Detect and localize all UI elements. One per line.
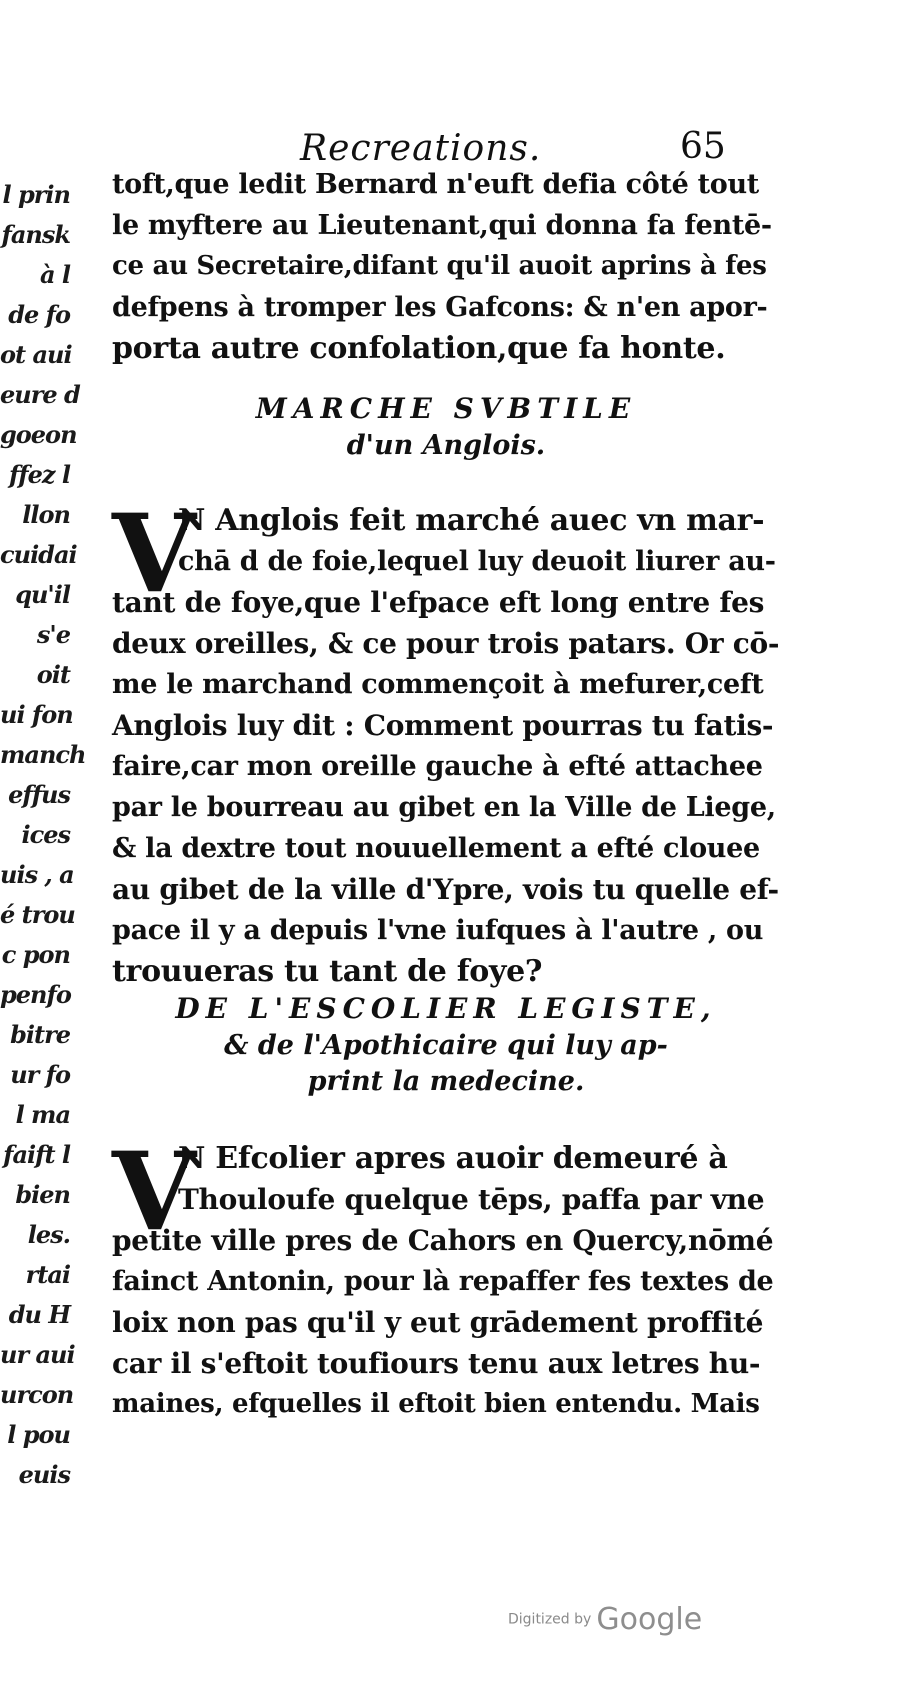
text-line: faire,car mon oreille gauche à efté attachee (112, 751, 763, 782)
margin-fragment: manch (0, 740, 86, 769)
margin-fragment: uis , a (0, 860, 74, 889)
facing-page-margin (0, 180, 86, 1520)
text-line: deux oreilles, & ce pour trois patars. Or cō- (112, 627, 780, 660)
margin-fragment: oit (36, 660, 70, 689)
margin-fragment: c pon (1, 940, 70, 969)
text-line: car il s'eftoit toufiours tenu aux letres hu- (112, 1347, 761, 1380)
margin-fragment: de fo (8, 300, 70, 329)
text-line: Thouloufe quelque tēps, paffa par vne (178, 1183, 765, 1216)
margin-fragment: du H (8, 1300, 70, 1329)
margin-fragment: à l (39, 260, 70, 289)
google-watermark (508, 1602, 702, 1637)
margin-fragment: ot aui (0, 340, 72, 369)
margin-fragment: effus (8, 780, 70, 809)
text-line: & la dextre tout nouuellement a efté clouee (112, 833, 760, 864)
text-line: N Efcolier apres auoir demeuré à (178, 1141, 728, 1176)
drop-cap-v: V (112, 491, 196, 617)
margin-fragment: bitre (10, 1020, 70, 1049)
margin-fragment: qu'il (15, 580, 70, 609)
text-line: N Anglois feit marché auec vn mar- (178, 503, 765, 538)
margin-fragment: goeon (0, 420, 77, 449)
margin-fragment: bien (15, 1180, 70, 1209)
section-subheading-anglois: d'un Anglois. (346, 430, 546, 461)
margin-fragment: eure d (0, 380, 80, 409)
margin-fragment: s'e (36, 620, 70, 649)
margin-fragment: l pou (7, 1420, 70, 1449)
margin-fragment: fansk (1, 220, 70, 249)
digitized-by-label: Digitized by (508, 1611, 592, 1628)
margin-fragment: ur aui (0, 1340, 75, 1369)
margin-fragment: urcon (0, 1380, 74, 1409)
text-line: chā d de foie,lequel luy deuoit liurer au- (178, 546, 776, 577)
margin-fragment: penfo (0, 980, 71, 1009)
page-number: 65 (680, 126, 726, 167)
text-line: tant de foye,que l'efpace eft long entre fes (112, 586, 765, 619)
text-line: toft,que ledit Bernard n'euft defia côté tout (112, 169, 759, 200)
drop-cap-v-2: V (112, 1129, 196, 1255)
margin-fragment: ffez l (8, 460, 70, 489)
margin-fragment: é trou (0, 900, 75, 929)
text-line: pace il y a depuis l'vne iufques à l'autre , ou (112, 915, 764, 946)
margin-fragment: rtai (25, 1260, 70, 1289)
text-line: loix non pas qu'il y eut grādement proffité (112, 1306, 764, 1339)
margin-fragment: llon (22, 500, 70, 529)
paragraph-continuation (112, 164, 780, 369)
text-line: ce au Secretaire,difant qu'il auoit aprins à fes (112, 251, 767, 281)
text-line: petite ville pres de Cahors en Quercy,nōmé (112, 1224, 774, 1257)
margin-fragment: cuidai (0, 540, 77, 569)
text-line: porta autre confolation,que fa honte. (112, 331, 726, 366)
margin-fragment: faift l (3, 1140, 70, 1169)
text-line: fainct Antonin, pour là repaffer fes textes de (112, 1266, 774, 1297)
section-body-escolier (112, 1129, 780, 1425)
margin-fragment: euis (18, 1460, 70, 1489)
text-line: le myftere au Lieutenant,qui donna fa fentē- (112, 210, 772, 241)
margin-fragment: l ma (15, 1100, 70, 1129)
section-heading-marche: MARCHE SVBTILE (255, 392, 637, 425)
text-line: me le marchand commençoit à mefurer,ceft (112, 669, 764, 700)
text-line: maines, efquelles il eftoit bien entendu. Mais (112, 1389, 760, 1419)
text-line: au gibet de la ville d'Ypre, vois tu quelle ef- (112, 873, 779, 906)
margin-fragment: l prin (2, 180, 70, 209)
section-body-marche (112, 491, 780, 992)
running-title: Recreations. (300, 128, 542, 169)
margin-fragment: les. (27, 1220, 70, 1249)
text-line: par le bourreau au gibet en la Ville de Liege, (112, 792, 776, 823)
section-heading-escolier: DE L'ESCOLIER LEGISTE, (175, 992, 717, 1025)
section-subheading-apothicaire: & de l'Apothicaire qui luy ap- (224, 1030, 668, 1061)
text-line: Anglois luy dit : Comment pourras tu fatis- (112, 709, 774, 742)
margin-fragment: ices (21, 820, 70, 849)
text-line: defpens à tromper les Gafcons: & n'en apor- (112, 292, 768, 323)
text-line: trouueras tu tant de foye? (112, 954, 543, 989)
google-logo: Google (596, 1602, 703, 1637)
margin-fragment: ur fo (10, 1060, 70, 1089)
section-subheading-medecine: print la medecine. (307, 1066, 585, 1097)
margin-fragment: ui fon (0, 700, 73, 729)
